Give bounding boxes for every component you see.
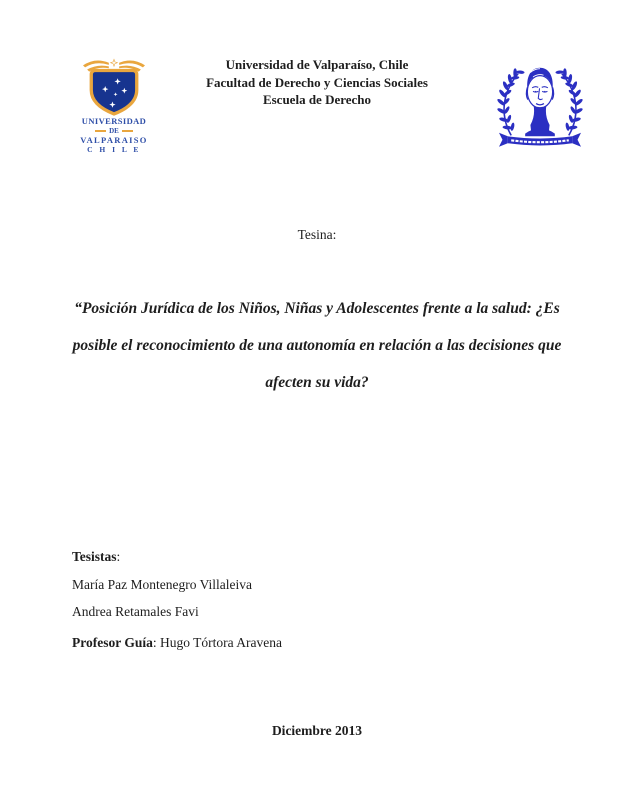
crest-caption-valparaiso: VALPARAISO <box>80 134 148 145</box>
gold-dash-left <box>95 130 106 132</box>
advisor-name: : Hugo Tórtora Aravena <box>152 635 282 650</box>
document-type-label: Tesina: <box>297 227 337 242</box>
advisor-label: Profesor Guía <box>72 635 153 650</box>
faculty-name: Facultad de Derecho y Ciencias Sociales <box>206 74 428 90</box>
title-line-1: “Posición Jurídica de los Niños, Niñas y Adolescentes frente a la salud: ¿Es <box>74 300 560 317</box>
law-school-emblem <box>492 56 588 154</box>
school-name: Escuela de Derecho <box>262 92 372 107</box>
advisor-line <box>72 634 282 651</box>
author-name: Andrea Retamales Favi <box>72 604 199 619</box>
crest-caption-chile: C H I L E <box>87 145 141 154</box>
crest-caption <box>75 117 153 155</box>
title-line-2: posible el reconocimiento de una autonomía en relación a las decisiones que <box>72 337 562 354</box>
crest-caption-universidad: UNIVERSIDAD <box>81 116 147 126</box>
crest-caption-de: DE <box>109 126 119 135</box>
author-name: María Paz Montenegro Villaleiva <box>72 576 253 592</box>
laurel-wreath-justice-face-emblem-icon <box>492 56 588 154</box>
authors-label-colon: : <box>116 549 121 564</box>
authors-label-line <box>72 543 252 571</box>
authors-label: Tesistas <box>72 549 117 564</box>
gold-dash-right <box>122 130 133 132</box>
university-name: Universidad de Valparaíso, Chile <box>225 57 409 72</box>
thesis-title <box>38 290 596 401</box>
authors-section <box>72 543 252 626</box>
title-line-3: afecten su vida? <box>265 374 369 391</box>
date: Diciembre 2013 <box>271 723 363 738</box>
